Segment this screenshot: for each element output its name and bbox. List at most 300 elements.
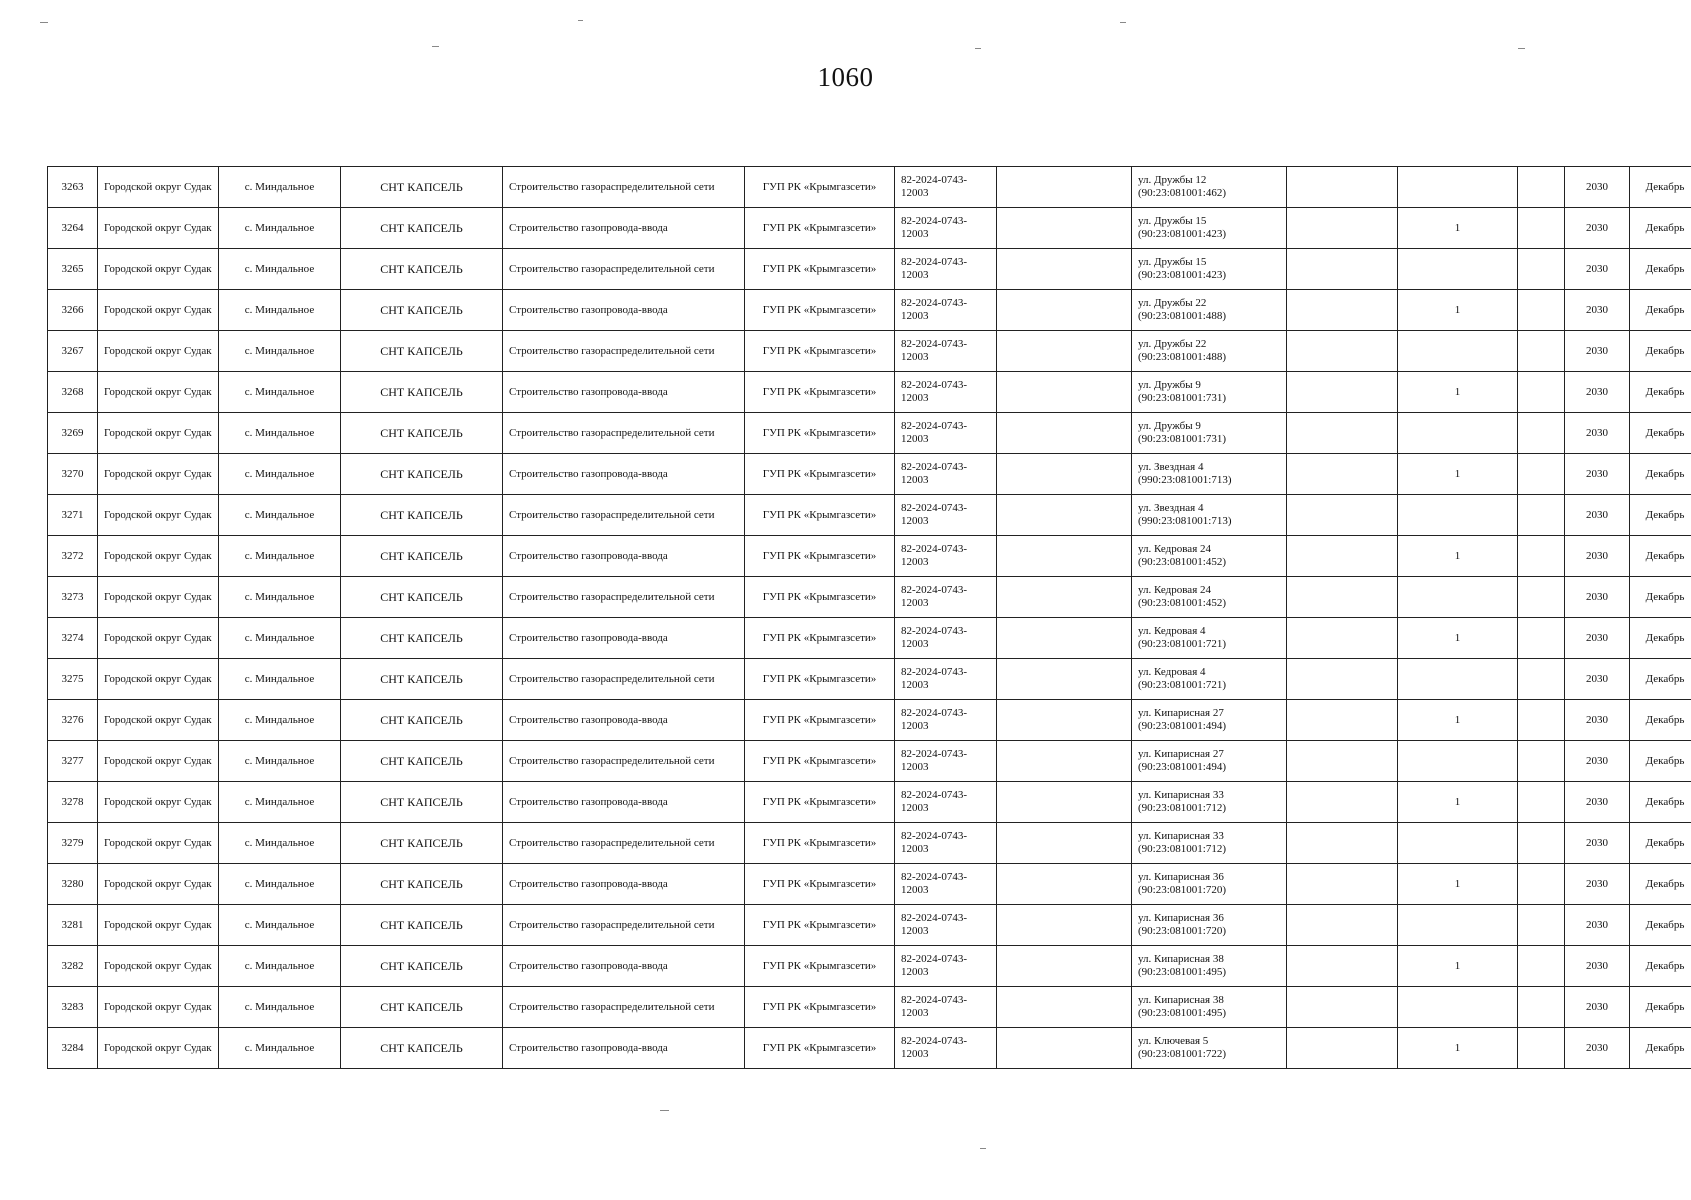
snt-cell: СНТ КАПСЕЛЬ: [341, 167, 503, 208]
address-cell: ул. Кипарисная 38 (90:23:081001:495): [1132, 946, 1287, 987]
organization-cell: ГУП РК «Крымгазсети»: [745, 659, 895, 700]
empty-cell: [997, 905, 1132, 946]
village-cell: с. Миндальное: [219, 987, 341, 1028]
district-cell: Городской округ Судак: [98, 577, 219, 618]
empty-cell: [1287, 454, 1398, 495]
program-code-cell: 82-2024-0743-12003: [895, 372, 997, 413]
row-number: 3284: [48, 1028, 98, 1069]
quantity-cell: 1: [1398, 372, 1518, 413]
row-number: 3272: [48, 536, 98, 577]
snt-cell: СНТ КАПСЕЛЬ: [341, 700, 503, 741]
village-cell: с. Миндальное: [219, 413, 341, 454]
program-code-cell: 82-2024-0743-12003: [895, 864, 997, 905]
empty-cell: [1287, 659, 1398, 700]
organization-cell: ГУП РК «Крымгазсети»: [745, 372, 895, 413]
empty-cell: [1287, 905, 1398, 946]
empty-cell: [997, 864, 1132, 905]
quantity-cell: 1: [1398, 700, 1518, 741]
organization-cell: ГУП РК «Крымгазсети»: [745, 618, 895, 659]
address-cell: ул. Звездная 4 (990:23:081001:713): [1132, 495, 1287, 536]
year-cell: 2030: [1565, 290, 1630, 331]
snt-cell: СНТ КАПСЕЛЬ: [341, 413, 503, 454]
empty-cell: [1518, 372, 1565, 413]
district-cell: Городской округ Судак: [98, 864, 219, 905]
quantity-cell: [1398, 659, 1518, 700]
quantity-cell: 1: [1398, 454, 1518, 495]
year-cell: 2030: [1565, 905, 1630, 946]
empty-cell: [1287, 208, 1398, 249]
quantity-cell: 1: [1398, 208, 1518, 249]
organization-cell: ГУП РК «Крымгазсети»: [745, 741, 895, 782]
snt-cell: СНТ КАПСЕЛЬ: [341, 987, 503, 1028]
district-cell: Городской округ Судак: [98, 249, 219, 290]
address-cell: ул. Кипарисная 38 (90:23:081001:495): [1132, 987, 1287, 1028]
empty-cell: [1518, 905, 1565, 946]
quantity-cell: 1: [1398, 290, 1518, 331]
row-number: 3273: [48, 577, 98, 618]
work-type-cell: Строительство газораспределительной сети: [503, 823, 745, 864]
empty-cell: [997, 372, 1132, 413]
address-cell: ул. Звездная 4 (990:23:081001:713): [1132, 454, 1287, 495]
work-type-cell: Строительство газораспределительной сети: [503, 987, 745, 1028]
month-cell: Декабрь: [1630, 659, 1691, 700]
year-cell: 2030: [1565, 413, 1630, 454]
month-cell: Декабрь: [1630, 454, 1691, 495]
row-number: 3264: [48, 208, 98, 249]
work-type-cell: Строительство газораспределительной сети: [503, 249, 745, 290]
village-cell: с. Миндальное: [219, 782, 341, 823]
table-row: [48, 536, 1691, 577]
address-cell: ул. Кипарисная 33 (90:23:081001:712): [1132, 782, 1287, 823]
empty-cell: [1287, 864, 1398, 905]
district-cell: Городской округ Судак: [98, 372, 219, 413]
organization-cell: ГУП РК «Крымгазсети»: [745, 782, 895, 823]
empty-cell: [1518, 495, 1565, 536]
program-code-cell: 82-2024-0743-12003: [895, 946, 997, 987]
month-cell: Декабрь: [1630, 413, 1691, 454]
work-type-cell: Строительство газопровода-ввода: [503, 536, 745, 577]
district-cell: Городской округ Судак: [98, 987, 219, 1028]
table-row: [48, 167, 1691, 208]
snt-cell: СНТ КАПСЕЛЬ: [341, 208, 503, 249]
empty-cell: [1287, 946, 1398, 987]
address-cell: ул. Кедровая 24 (90:23:081001:452): [1132, 536, 1287, 577]
table-row: [48, 577, 1691, 618]
registry-table: [47, 166, 1691, 1069]
row-number: 3279: [48, 823, 98, 864]
district-cell: Городской округ Судак: [98, 823, 219, 864]
snt-cell: СНТ КАПСЕЛЬ: [341, 741, 503, 782]
table-row: [48, 454, 1691, 495]
organization-cell: ГУП РК «Крымгазсети»: [745, 454, 895, 495]
address-cell: ул. Дружбы 12 (90:23:081001:462): [1132, 167, 1287, 208]
row-number: 3278: [48, 782, 98, 823]
table-body: [48, 167, 1691, 1069]
quantity-cell: [1398, 249, 1518, 290]
district-cell: Городской округ Судак: [98, 905, 219, 946]
village-cell: с. Миндальное: [219, 700, 341, 741]
program-code-cell: 82-2024-0743-12003: [895, 987, 997, 1028]
empty-cell: [1518, 454, 1565, 495]
address-cell: ул. Кедровая 4 (90:23:081001:721): [1132, 618, 1287, 659]
row-number: 3275: [48, 659, 98, 700]
row-number: 3266: [48, 290, 98, 331]
page-number: 1060: [817, 62, 874, 92]
scan-speck: [980, 1148, 986, 1149]
month-cell: Декабрь: [1630, 700, 1691, 741]
village-cell: с. Миндальное: [219, 372, 341, 413]
work-type-cell: Строительство газопровода-ввода: [503, 1028, 745, 1069]
scan-speck: [578, 20, 583, 21]
row-number: 3269: [48, 413, 98, 454]
row-number: 3270: [48, 454, 98, 495]
work-type-cell: Строительство газораспределительной сети: [503, 905, 745, 946]
year-cell: 2030: [1565, 618, 1630, 659]
district-cell: Городской округ Судак: [98, 1028, 219, 1069]
empty-cell: [997, 331, 1132, 372]
quantity-cell: [1398, 495, 1518, 536]
quantity-cell: [1398, 413, 1518, 454]
year-cell: 2030: [1565, 782, 1630, 823]
empty-cell: [1287, 372, 1398, 413]
year-cell: 2030: [1565, 249, 1630, 290]
village-cell: с. Миндальное: [219, 290, 341, 331]
scan-speck: [975, 48, 981, 49]
quantity-cell: 1: [1398, 864, 1518, 905]
work-type-cell: Строительство газораспределительной сети: [503, 741, 745, 782]
month-cell: Декабрь: [1630, 823, 1691, 864]
year-cell: 2030: [1565, 495, 1630, 536]
address-cell: ул. Дружбы 15 (90:23:081001:423): [1132, 208, 1287, 249]
table-row: [48, 208, 1691, 249]
year-cell: 2030: [1565, 864, 1630, 905]
scan-speck: [660, 1110, 669, 1111]
organization-cell: ГУП РК «Крымгазсети»: [745, 413, 895, 454]
empty-cell: [997, 618, 1132, 659]
district-cell: Городской округ Судак: [98, 741, 219, 782]
table-row: [48, 495, 1691, 536]
month-cell: Декабрь: [1630, 167, 1691, 208]
work-type-cell: Строительство газопровода-ввода: [503, 290, 745, 331]
table-row: [48, 659, 1691, 700]
village-cell: с. Миндальное: [219, 905, 341, 946]
address-cell: ул. Кедровая 4 (90:23:081001:721): [1132, 659, 1287, 700]
district-cell: Городской округ Судак: [98, 495, 219, 536]
year-cell: 2030: [1565, 741, 1630, 782]
empty-cell: [1518, 249, 1565, 290]
work-type-cell: Строительство газопровода-ввода: [503, 208, 745, 249]
month-cell: Декабрь: [1630, 618, 1691, 659]
village-cell: с. Миндальное: [219, 618, 341, 659]
program-code-cell: 82-2024-0743-12003: [895, 741, 997, 782]
year-cell: 2030: [1565, 536, 1630, 577]
organization-cell: ГУП РК «Крымгазсети»: [745, 331, 895, 372]
village-cell: с. Миндальное: [219, 208, 341, 249]
table-row: [48, 372, 1691, 413]
table-row: [48, 413, 1691, 454]
empty-cell: [1287, 249, 1398, 290]
snt-cell: СНТ КАПСЕЛЬ: [341, 946, 503, 987]
empty-cell: [1287, 987, 1398, 1028]
snt-cell: СНТ КАПСЕЛЬ: [341, 1028, 503, 1069]
row-number: 3271: [48, 495, 98, 536]
quantity-cell: 1: [1398, 946, 1518, 987]
empty-cell: [997, 413, 1132, 454]
address-cell: ул. Дружбы 9 (90:23:081001:731): [1132, 413, 1287, 454]
year-cell: 2030: [1565, 331, 1630, 372]
village-cell: с. Миндальное: [219, 823, 341, 864]
snt-cell: СНТ КАПСЕЛЬ: [341, 905, 503, 946]
organization-cell: ГУП РК «Крымгазсети»: [745, 987, 895, 1028]
organization-cell: ГУП РК «Крымгазсети»: [745, 700, 895, 741]
district-cell: Городской округ Судак: [98, 659, 219, 700]
district-cell: Городской округ Судак: [98, 331, 219, 372]
district-cell: Городской округ Судак: [98, 700, 219, 741]
table-row: [48, 331, 1691, 372]
empty-cell: [997, 700, 1132, 741]
empty-cell: [1518, 331, 1565, 372]
table-row: [48, 782, 1691, 823]
month-cell: Декабрь: [1630, 331, 1691, 372]
address-cell: ул. Кедровая 24 (90:23:081001:452): [1132, 577, 1287, 618]
empty-cell: [1287, 290, 1398, 331]
district-cell: Городской округ Судак: [98, 167, 219, 208]
row-number: 3265: [48, 249, 98, 290]
work-type-cell: Строительство газораспределительной сети: [503, 167, 745, 208]
organization-cell: ГУП РК «Крымгазсети»: [745, 249, 895, 290]
empty-cell: [1287, 577, 1398, 618]
year-cell: 2030: [1565, 208, 1630, 249]
organization-cell: ГУП РК «Крымгазсети»: [745, 905, 895, 946]
quantity-cell: 1: [1398, 536, 1518, 577]
organization-cell: ГУП РК «Крымгазсети»: [745, 536, 895, 577]
empty-cell: [997, 290, 1132, 331]
program-code-cell: 82-2024-0743-12003: [895, 536, 997, 577]
quantity-cell: 1: [1398, 782, 1518, 823]
table-row: [48, 290, 1691, 331]
organization-cell: ГУП РК «Крымгазсети»: [745, 823, 895, 864]
row-number: 3281: [48, 905, 98, 946]
program-code-cell: 82-2024-0743-12003: [895, 618, 997, 659]
quantity-cell: [1398, 741, 1518, 782]
village-cell: с. Миндальное: [219, 536, 341, 577]
year-cell: 2030: [1565, 823, 1630, 864]
row-number: 3282: [48, 946, 98, 987]
empty-cell: [1518, 290, 1565, 331]
empty-cell: [997, 454, 1132, 495]
district-cell: Городской округ Судак: [98, 454, 219, 495]
program-code-cell: 82-2024-0743-12003: [895, 413, 997, 454]
village-cell: с. Миндальное: [219, 331, 341, 372]
scan-speck: [432, 46, 439, 47]
empty-cell: [997, 946, 1132, 987]
empty-cell: [997, 208, 1132, 249]
month-cell: Декабрь: [1630, 290, 1691, 331]
row-number: 3268: [48, 372, 98, 413]
month-cell: Декабрь: [1630, 372, 1691, 413]
empty-cell: [1518, 577, 1565, 618]
empty-cell: [997, 782, 1132, 823]
quantity-cell: [1398, 987, 1518, 1028]
address-cell: ул. Кипарисная 33 (90:23:081001:712): [1132, 823, 1287, 864]
row-number: 3267: [48, 331, 98, 372]
month-cell: Декабрь: [1630, 905, 1691, 946]
village-cell: с. Миндальное: [219, 454, 341, 495]
empty-cell: [997, 987, 1132, 1028]
work-type-cell: Строительство газораспределительной сети: [503, 495, 745, 536]
month-cell: Декабрь: [1630, 864, 1691, 905]
district-cell: Городской округ Судак: [98, 782, 219, 823]
row-number: 3277: [48, 741, 98, 782]
quantity-cell: [1398, 577, 1518, 618]
work-type-cell: Строительство газопровода-ввода: [503, 454, 745, 495]
village-cell: с. Миндальное: [219, 659, 341, 700]
address-cell: ул. Кипарисная 36 (90:23:081001:720): [1132, 905, 1287, 946]
work-type-cell: Строительство газопровода-ввода: [503, 700, 745, 741]
work-type-cell: Строительство газопровода-ввода: [503, 864, 745, 905]
quantity-cell: [1398, 905, 1518, 946]
district-cell: Городской округ Судак: [98, 290, 219, 331]
program-code-cell: 82-2024-0743-12003: [895, 208, 997, 249]
row-number: 3276: [48, 700, 98, 741]
organization-cell: ГУП РК «Крымгазсети»: [745, 495, 895, 536]
district-cell: Городской округ Судак: [98, 536, 219, 577]
empty-cell: [1287, 823, 1398, 864]
empty-cell: [1287, 495, 1398, 536]
empty-cell: [997, 1028, 1132, 1069]
snt-cell: СНТ КАПСЕЛЬ: [341, 454, 503, 495]
address-cell: ул. Кипарисная 27 (90:23:081001:494): [1132, 741, 1287, 782]
quantity-cell: 1: [1398, 618, 1518, 659]
table-row: [48, 864, 1691, 905]
empty-cell: [1287, 782, 1398, 823]
address-cell: ул. Ключевая 5 (90:23:081001:722): [1132, 1028, 1287, 1069]
table-row: [48, 987, 1691, 1028]
month-cell: Декабрь: [1630, 946, 1691, 987]
empty-cell: [1518, 208, 1565, 249]
empty-cell: [997, 741, 1132, 782]
village-cell: с. Миндальное: [219, 864, 341, 905]
village-cell: с. Миндальное: [219, 741, 341, 782]
program-code-cell: 82-2024-0743-12003: [895, 823, 997, 864]
snt-cell: СНТ КАПСЕЛЬ: [341, 782, 503, 823]
district-cell: Городской округ Судак: [98, 208, 219, 249]
empty-cell: [997, 536, 1132, 577]
empty-cell: [1518, 1028, 1565, 1069]
program-code-cell: 82-2024-0743-12003: [895, 167, 997, 208]
empty-cell: [1518, 618, 1565, 659]
table-row: [48, 618, 1691, 659]
empty-cell: [1518, 864, 1565, 905]
year-cell: 2030: [1565, 577, 1630, 618]
year-cell: 2030: [1565, 454, 1630, 495]
program-code-cell: 82-2024-0743-12003: [895, 577, 997, 618]
organization-cell: ГУП РК «Крымгазсети»: [745, 167, 895, 208]
empty-cell: [1287, 413, 1398, 454]
program-code-cell: 82-2024-0743-12003: [895, 249, 997, 290]
row-number: 3280: [48, 864, 98, 905]
program-code-cell: 82-2024-0743-12003: [895, 454, 997, 495]
year-cell: 2030: [1565, 946, 1630, 987]
snt-cell: СНТ КАПСЕЛЬ: [341, 331, 503, 372]
snt-cell: СНТ КАПСЕЛЬ: [341, 536, 503, 577]
year-cell: 2030: [1565, 372, 1630, 413]
table-row: [48, 741, 1691, 782]
month-cell: Декабрь: [1630, 987, 1691, 1028]
row-number: 3263: [48, 167, 98, 208]
organization-cell: ГУП РК «Крымгазсети»: [745, 290, 895, 331]
empty-cell: [1518, 782, 1565, 823]
empty-cell: [1287, 741, 1398, 782]
year-cell: 2030: [1565, 700, 1630, 741]
organization-cell: ГУП РК «Крымгазсети»: [745, 208, 895, 249]
snt-cell: СНТ КАПСЕЛЬ: [341, 495, 503, 536]
district-cell: Городской округ Судак: [98, 946, 219, 987]
address-cell: ул. Дружбы 22 (90:23:081001:488): [1132, 331, 1287, 372]
address-cell: ул. Дружбы 15 (90:23:081001:423): [1132, 249, 1287, 290]
empty-cell: [997, 249, 1132, 290]
scan-speck: [1120, 22, 1126, 23]
snt-cell: СНТ КАПСЕЛЬ: [341, 372, 503, 413]
month-cell: Декабрь: [1630, 536, 1691, 577]
snt-cell: СНТ КАПСЕЛЬ: [341, 290, 503, 331]
village-cell: с. Миндальное: [219, 1028, 341, 1069]
row-number: 3283: [48, 987, 98, 1028]
work-type-cell: Строительство газораспределительной сети: [503, 331, 745, 372]
work-type-cell: Строительство газопровода-ввода: [503, 946, 745, 987]
row-number: 3274: [48, 618, 98, 659]
table-row: [48, 700, 1691, 741]
work-type-cell: Строительство газопровода-ввода: [503, 782, 745, 823]
address-cell: ул. Дружбы 9 (90:23:081001:731): [1132, 372, 1287, 413]
empty-cell: [1518, 536, 1565, 577]
month-cell: Декабрь: [1630, 1028, 1691, 1069]
empty-cell: [997, 659, 1132, 700]
empty-cell: [1518, 987, 1565, 1028]
empty-cell: [1518, 167, 1565, 208]
empty-cell: [1518, 823, 1565, 864]
empty-cell: [997, 167, 1132, 208]
village-cell: с. Миндальное: [219, 249, 341, 290]
table-row: [48, 905, 1691, 946]
year-cell: 2030: [1565, 1028, 1630, 1069]
empty-cell: [1518, 659, 1565, 700]
month-cell: Декабрь: [1630, 495, 1691, 536]
village-cell: с. Миндальное: [219, 495, 341, 536]
organization-cell: ГУП РК «Крымгазсети»: [745, 864, 895, 905]
quantity-cell: [1398, 823, 1518, 864]
district-cell: Городской округ Судак: [98, 413, 219, 454]
quantity-cell: [1398, 331, 1518, 372]
empty-cell: [1287, 167, 1398, 208]
empty-cell: [997, 495, 1132, 536]
program-code-cell: 82-2024-0743-12003: [895, 1028, 997, 1069]
table-row: [48, 823, 1691, 864]
work-type-cell: Строительство газопровода-ввода: [503, 618, 745, 659]
program-code-cell: 82-2024-0743-12003: [895, 782, 997, 823]
snt-cell: СНТ КАПСЕЛЬ: [341, 659, 503, 700]
table-row: [48, 1028, 1691, 1069]
work-type-cell: Строительство газопровода-ввода: [503, 372, 745, 413]
empty-cell: [1518, 700, 1565, 741]
program-code-cell: 82-2024-0743-12003: [895, 700, 997, 741]
organization-cell: ГУП РК «Крымгазсети»: [745, 1028, 895, 1069]
snt-cell: СНТ КАПСЕЛЬ: [341, 864, 503, 905]
snt-cell: СНТ КАПСЕЛЬ: [341, 577, 503, 618]
village-cell: с. Миндальное: [219, 167, 341, 208]
empty-cell: [997, 823, 1132, 864]
snt-cell: СНТ КАПСЕЛЬ: [341, 249, 503, 290]
